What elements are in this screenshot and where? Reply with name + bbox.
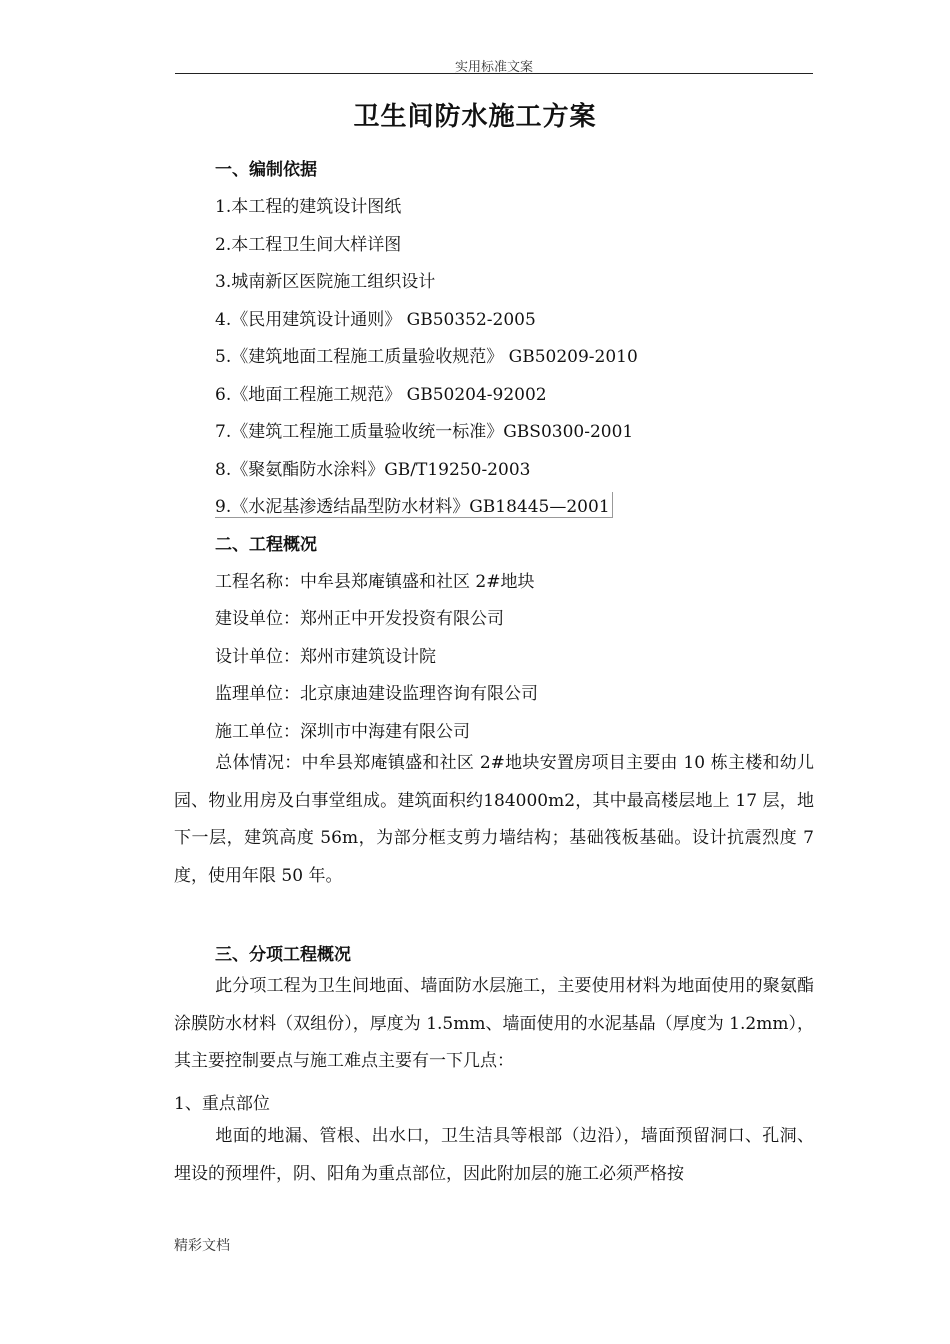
reference-item: 5.《建筑地面工程施工质量验收规范》 GB50209-2010 [215, 347, 638, 367]
reference-item: 8.《聚氨酯防水涂料》GB/T19250-2003 [215, 460, 531, 480]
project-info-line: 建设单位：郑州正中开发投资有限公司 [215, 609, 504, 629]
overview-text: 总体情况：中牟县郑庵镇盛和社区 2#地块安置房项目主要由 10 栋主楼和幼儿园、物业用房及白事堂组成。建筑面积约184000m2，其中最高楼层地上 17 层，地下一层，建筑高度 56m，为部分框支剪力墙结构；基础筏板基础。设计抗震烈度 7 度，使用年限 50 年。 [174, 753, 814, 886]
overview-paragraph [174, 745, 814, 895]
project-info-line: 工程名称：中牟县郑庵镇盛和社区 2#地块 [215, 572, 535, 592]
reference-item: 1.本工程的建筑设计图纸 [215, 197, 402, 217]
reference-item: 7.《建筑工程施工质量验收统一标准》GBS0300-2001 [215, 422, 634, 442]
project-info-line: 监理单位：北京康迪建设监理咨询有限公司 [215, 684, 538, 704]
reference-item: 6.《地面工程施工规范》 GB50204-92002 [215, 385, 547, 405]
section3-text: 此分项工程为卫生间地面、墙面防水层施工，主要使用材料为地面使用的聚氨酯涂膜防水材料（双组份），厚度为 1.5mm、墙面使用的水泥基晶（厚度为 1.2mm），其主要控制要点与施工难点主要有一下几点： [174, 976, 814, 1071]
section3-paragraph [174, 968, 814, 1081]
project-info-line: 施工单位：深圳市中海建有限公司 [215, 722, 470, 742]
section3-heading: 三、分项工程概况 [215, 945, 351, 965]
page-footer: 精彩文档 [174, 1238, 230, 1254]
subsection-heading: 1、重点部位 [174, 1094, 270, 1114]
reference-item: 3.城南新区医院施工组织设计 [215, 272, 436, 292]
section1-heading: 一、编制依据 [215, 160, 317, 180]
reference-item: 4.《民用建筑设计通则》 GB50352-2005 [215, 310, 536, 330]
key-parts-paragraph [174, 1118, 814, 1193]
reference-item: 9.《水泥基渗透结晶型防水材料》GB18445—2001 [215, 492, 613, 518]
key-parts-text: 地面的地漏、管根、出水口，卫生洁具等根部（边沿），墙面预留洞口、孔洞、埋设的预埋件，阴、阳角为重点部位，因此附加层的施工必须严格按 [174, 1126, 814, 1184]
page-header: 实用标准文案 [454, 60, 533, 75]
reference-item: 2.本工程卫生间大样详图 [215, 235, 402, 255]
document-title: 卫生间防水施工方案 [353, 102, 597, 132]
section2-heading: 二、工程概况 [215, 535, 317, 555]
header-rule [175, 73, 813, 74]
project-info-line: 设计单位：郑州市建筑设计院 [215, 647, 436, 667]
